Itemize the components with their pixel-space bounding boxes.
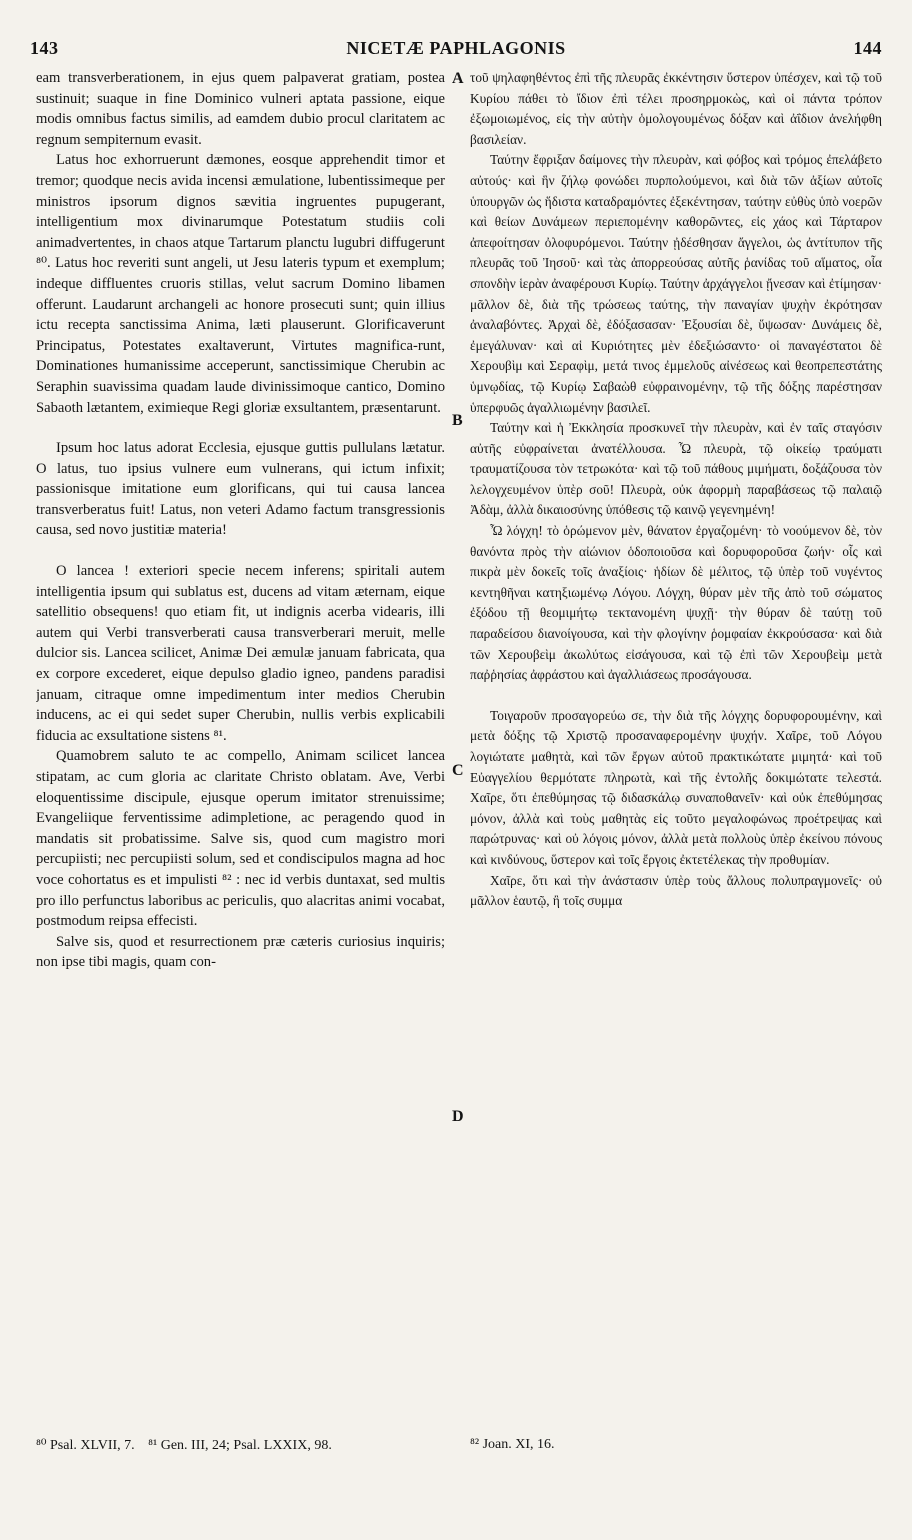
greek-paragraph: Χαῖρε, ὅτι καὶ τὴν ἀνάστασιν ὑπὲρ τοὺς ἄλλους πολυπραγμονεῖς· οὐ μᾶλλον ἑαυτῷ, ἢ τοῖς συμμα <box>470 872 882 909</box>
page-number-left: 143 <box>30 38 59 58</box>
footnote-81: ⁸¹ Gen. III, 24; Psal. LXXIX, 98. <box>148 1438 332 1453</box>
latin-paragraph: Salve sis, quod et resurrectionem præ cæteris curiosius inquiris; non ipse tibi magis, quam con- <box>36 933 445 971</box>
footnote-80: ⁸⁰ Psal. XLVII, 7. <box>36 1438 135 1453</box>
latin-paragraph: Latus hoc exhorruerunt dæmones, eosque apprehendit timor et tremor; quodque necis avida incensi æmulatione, lubentissimeque per ministros ipsorum dignos sævitia ingruentes pupugerant, intelligentium mox divinarumque Potestatum studiis coli animadvertentes, in chaos atque Tartarum planctu lugubri diffugerunt ⁸⁰. Latus hoc reveriti sunt angeli, ut Jesu lateris typum et exemplum; indeque diffluentes cruoris stillas, velut sacrum Domino libamen offerunt. Laudarunt archangeli ac honore prosecuti sunt; quin illius ictu recepta sanctissima Anima, læti plauserunt. Glorificaverunt Principatus, Potestates exaltaverunt, Virtutes magnifica-runt, Dominationes humanissime acceperunt, sanctissimique Cherubin ac Seraphin suavissima quadam laude divinissimoque cantico, Domino Sabaoth lætantem, eximieque Regi gloriæ exsultantem, præsentarunt. <box>36 152 445 416</box>
margin-letter-b: B <box>452 412 463 429</box>
running-header <box>30 38 882 62</box>
greek-column <box>470 68 882 1428</box>
latin-paragraph: Ipsum hoc latus adorat Ecclesia, ejusque guttis pullulans lætatur. O latus, tuo ipsius vulnere eum vulnerans, qui ictum infixit; passionisque imitatione eum glorificans, qui tui causa lancea transverberatus fuit! Latus, non veteri Adamo factum transgressionis causa, sed novo justitiæ materia! <box>36 440 445 539</box>
greek-paragraph: τοῦ ψηλαφηθέντος ἐπὶ τῆς πλευρᾶς ἐκκέντησιν ὕστερον ὑπέσχεν, καὶ τῷ τοῦ Κυρίου πάθει τὸ ἴδιον ἐπὶ τέλει προσηρμοκὼς, καὶ οἱ πάντα τρόπον ἐξωμοιωμένος, εἰς τὴν αὐτὴν ὁμολογουμένως δόξαν καὶ ἀΐδιον ἀνελήφθη βασιλείαν. <box>470 70 882 147</box>
greek-paragraph: Ὦ λόγχη! τὸ ὁρώμενον μὲν, θάνατον ἐργαζομένη· τὸ νοούμενον δὲ, τὸν θανόντα πρὸς τὴν αἰώνιον ὁδοποιοῦσα καὶ δορυφοροῦσα ζωήν· οἷς καὶ πικρὰ μὲν δοκεῖς τοῖς ἀναξίοις· ἡδίων δὲ μέλιτος, τῷ ὑπὲρ τοῦ νυγέντος κεντηθῆναι κατηξιωμένῳ Λόγου. Λόγχη, θύραν μὲν τῆς ἀπὸ τοῦ σώματος ἐξόδου τῇ θεομιμήτῳ τεκτανομένη ψυχῇ· τὴν θύραν δὲ ταύτῃ τοῦ παραδείσου διανοίγουσα, καὶ τὴν φλογίνην ῥομφαίαν ἐκκρούσασα· καὶ διὰ τῶν Χερουβεὶμ ἀκωλύτως εἰσάγουσα, καὶ τῷ ἐπὶ τῶν Χερουβεὶμ μετὰ παῤῥησίας ἀφράστου καὶ ἀγαλλιάσεως προσάγουσα. <box>470 523 882 683</box>
greek-paragraph: Τοιγαροῦν προσαγορεύω σε, τὴν διὰ τῆς λόγχης δορυφορουμένην, καὶ μετὰ δόξης τῷ Χριστῷ προσαναφερομένην ψυχήν. Χαῖρε, τοῦ Λόγου λογιώτατε μαθητὰ, καὶ τῶν ἔργων αὐτοῦ πρακτικώτατε μιμητά· καὶ τοῦ Εὐαγγελίου θερμότατε πληρωτὰ, καὶ τῆς ἐντολῆς δοκιμώτατε τελεστά. Χαῖρε, ὅτι ἐπεθύμησας τῷ διδασκάλῳ συναποθανεῖν· καὶ οὐκ ἐπεθύμησας μόνον, ἀλλὰ καὶ τοὺς μαθητὰς εἰς τοῦτο μεγαλοφώνως προέτρεψας καὶ παρώτρυνας· καὶ οὐ λόγοις μόνον, ἀλλὰ μετὰ πολλοὺς ὑπὲρ ἐκείνου πόνους καὶ κινδύνους, ὕστερον καὶ τοῖς ἔργοις ἐκτετέλεκας τὴν προθυμίαν. <box>470 707 882 867</box>
margin-letter-c: C <box>452 762 464 779</box>
latin-paragraph: Quamobrem saluto te ac compello, Animam scilicet lancea stipatam, ac cum gloria ac claritate Christo oblatam. Ave, Verbi eloquentissime discipule, ejusque operum imitator strenuissime; Evangeliique ferventissime adimpletione, ac peragendo quod in mandatis sit probatissime. Salve sis, quod cum magistro mori percupiisti; nec percupiisti solum, sed et condiscipulos magna ad hoc voce cohortatus es et impulisti ⁸² : nec id verbis duntaxat, sed multis pro illo perfunctus laboribus ac periculis, quo alacritas animi vocabat, postmodum reipsa effecisti. <box>36 748 445 930</box>
latin-paragraph: O lancea ! exteriori specie necem inferens; spiritali autem intelligentia ipsum qui sublatus est, ducens ad vitam æternam, eique satellitio obsequens! quo etiam fit, ut indignis acerba videaris, illi autem qui Verbi transverberati causa transverberari meruit, melle dulcior sis. Lancea scilicet, Animæ Dei æmulæ januam fabricata, qua ex corpore excederet, eique depulso gladio igneo, pandens paradisi januam, citraque omne impedimentum inter medios Cherubin inducens, ac ei qui sedet super Cherubin, nullis verbis explicabili fiducia ac exsultatione sistens ⁸¹. <box>36 563 445 744</box>
latin-column <box>36 68 445 1428</box>
margin-letter-a: A <box>452 70 464 87</box>
page-number-right: 144 <box>853 38 882 58</box>
running-title: NICETÆ PAPHLAGONIS <box>346 38 566 58</box>
footnote-82: ⁸² Joan. XI, 16. <box>470 1437 555 1452</box>
greek-paragraph: Ταύτην καὶ ἡ Ἐκκλησία προσκυνεῖ τὴν πλευρὰν, καὶ ἐν ταῖς σταγόσιν αὐτῆς εὐφραίνεται ἀνατέλλουσα. Ὦ πλευρὰ, τῷ οἰκείῳ τραύματι τραυματίζουσα τὸν τετρωκότα· καὶ τῷ τοῦ πάθους μιμήματι, δοξάζουσα τὸν λελογχευμένον ὑπὲρ σοῦ! Πλευρὰ, οὐκ ἀφορμὴ παραβάσεως τῷ παλαιῷ Ἀδὰμ, ἀλλὰ δικαιοσύνης ὑπόθεσις τῷ καινῷ γεγενημένη! <box>470 420 882 518</box>
latin-paragraph: eam transverberationem, in ejus quem palpaverat gratiam, postea sustinuit; suaque in fine Dominico vulneri aptata passione, eique modis omnibus factus similis, ad eamdem dubio procul claritatem ac regnum sempiternum evasit. <box>36 70 445 148</box>
greek-paragraph: Ταύτην ἔφριξαν δαίμονες τὴν πλευρὰν, καὶ φόβος καὶ τρόμος ἐπελάβετο αὐτούς· καὶ ἣν ζήλῳ φονώδει πυρπολούμενοι, καὶ διὰ τῶν ἀξίων αὐτοῖς ὑπουργῶν ὡς ἥδιστα καταδραμόντες ἐξεκέντησαν, ταύτην εὐθὺς ὑπὸ νοερῶν καὶ θείων Δυνάμεων περιεπομένην καθορῶντες, εἰς χάος καὶ Τάρταρον ἀπεφοίτησαν ὀλοφυρόμενοι. Ταύτην ᾐδέσθησαν ἄγγελοι, ὡς ἀντίτυπον τῆς πλευρᾶς τοῦ Ἰησοῦ· καὶ τὰς ἀπορρεούσας αὐτῆς ῥανίδας τοῦ αἵματος, οἷα σπονδὴν ἱερὰν ἀναφέρουσι Κυρίῳ. Ταύτην ἀρχάγγελοι ᾔνεσαν καὶ ἐτίμησαν· μᾶλλον δὲ, διὰ τῆς τρώσεως ταύτης, τὴν παναγίαν ψυχὴν ἐκρότησαν ἀναλαβόντες. Ἀρχαὶ δὲ, ἐδόξασασαν· Ἐξουσίαι δὲ, ὕψωσαν· Δυνάμεις δὲ, ἐμεγάλυναν· καὶ αἱ Κυριότητες μὲν ἐδεξιώσαντο· οἱ παναγέστατοι δὲ Χερουβὶμ καὶ Σεραφὶμ, μετά τινος ἐμμελοῦς αἰνέσεως καὶ θεοπρεπεστάτης ὑμνῳδίας, τῷ Κυρίῳ Σαβαὼθ εὐφραινομένην, τῷ τῆς δόξης παρέστησαν ὑπερφυῶς ἀγαλλιωμένην βασιλεῖ. <box>470 152 882 415</box>
margin-letter-d: D <box>452 1108 464 1125</box>
footnotes <box>36 1437 882 1459</box>
